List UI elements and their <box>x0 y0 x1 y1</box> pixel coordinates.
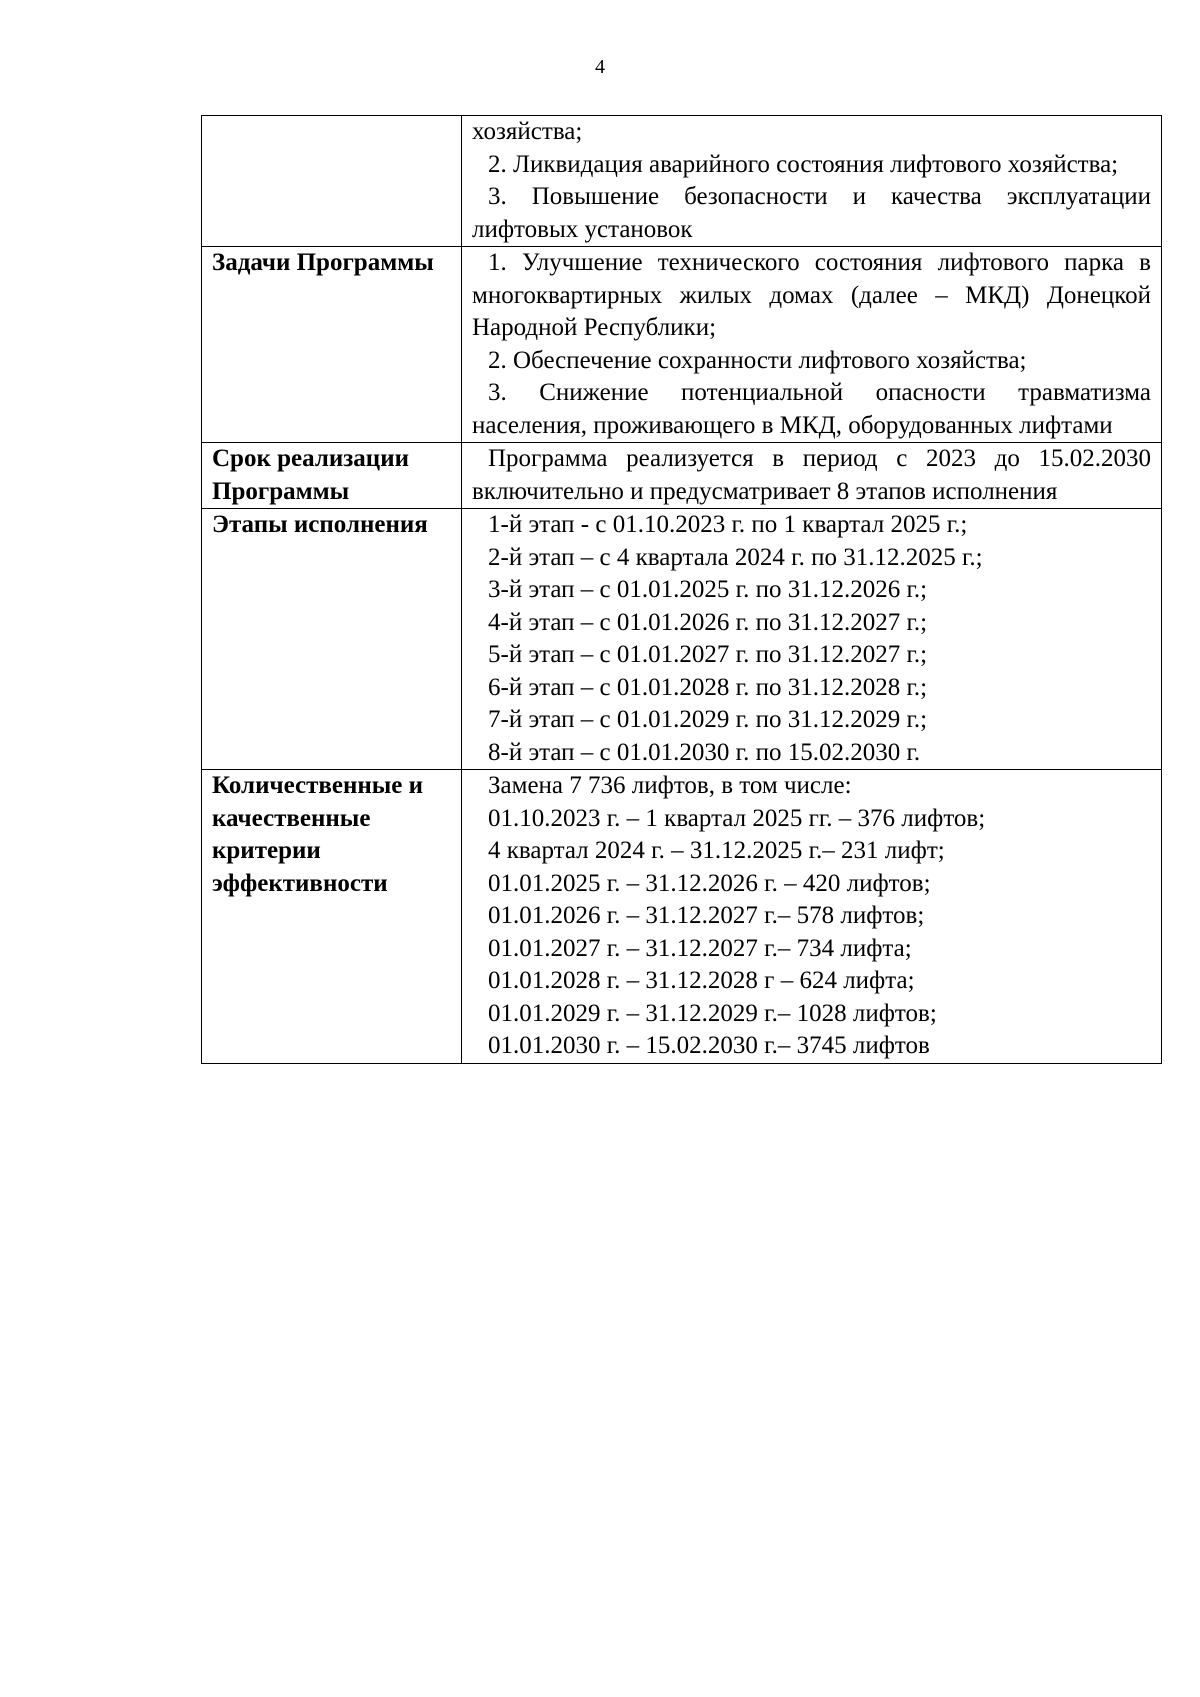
stage-line: 1-й этап - с 01.10.2023 г. по 1 квартал 2025 г.; <box>488 511 968 538</box>
row-label-criteria: Количественные и качественные критерии эффективности <box>202 770 462 1064</box>
program-passport-table <box>201 115 1162 1064</box>
page-number: 4 <box>595 56 605 78</box>
tasks-content <box>462 247 1162 443</box>
goal-text-line: хозяйства; <box>472 118 583 145</box>
table-row-period <box>202 443 1162 509</box>
criteria-line: 01.01.2030 г. – 15.02.2030 г.– 3745 лифтов <box>488 1032 930 1059</box>
criteria-line: 01.01.2027 г. – 31.12.2027 г.– 734 лифта; <box>488 934 912 962</box>
row-label-tasks: Задачи Программы <box>202 247 462 443</box>
criteria-line: Замена 7 736 лифтов, в том числе: <box>488 772 852 799</box>
stage-line: 4-й этап – с 01.01.2026 г. по 31.12.2027 г.; <box>488 608 928 636</box>
criteria-line: 01.01.2025 г. – 31.12.2026 г. – 420 лифтов; <box>488 869 931 897</box>
period-text: Программа реализуется в период с 2023 до 15.02.2030 включительно и предусматривает 8 этапов исполнения <box>472 445 1151 505</box>
goals-content <box>462 116 1162 247</box>
row-label-empty <box>202 116 462 247</box>
table-row-tasks <box>202 247 1162 443</box>
stage-line: 7-й этап – с 01.01.2029 г. по 31.12.2029 г.; <box>488 706 928 733</box>
table-row-goals-continuation <box>202 116 1162 247</box>
stage-line: 3-й этап – с 01.01.2025 г. по 31.12.2026 г.; <box>488 576 928 603</box>
goal-text-line: 3. Повышение безопасности и качества эксплуатации лифтовых установок <box>472 183 1151 243</box>
task-text-line: 2. Обеспечение сохранности лифтового хозяйства; <box>488 346 1027 374</box>
criteria-line: 01.01.2029 г. – 31.12.2029 г.– 1028 лифтов; <box>488 999 937 1027</box>
criteria-line: 01.01.2026 г. – 31.12.2027 г.– 578 лифтов; <box>488 902 925 929</box>
criteria-content <box>462 770 1162 1064</box>
table-row-criteria <box>202 770 1162 1064</box>
period-content <box>462 443 1162 509</box>
stage-line: 5-й этап – с 01.01.2027 г. по 31.12.2027 г.; <box>488 641 928 668</box>
criteria-line: 01.10.2023 г. – 1 квартал 2025 гг. – 376 лифтов; <box>488 804 986 832</box>
row-label-stages: Этапы исполнения <box>202 509 462 770</box>
stage-line: 8-й этап – с 01.01.2030 г. по 15.02.2030 г. <box>488 738 921 766</box>
task-text-line: 3. Снижение потенциальной опасности травматизма населения, проживающего в МКД, оборудованных лифтами <box>472 379 1151 439</box>
criteria-line: 01.01.2028 г. – 31.12.2028 г – 624 лифта; <box>488 967 915 994</box>
table-row-stages <box>202 509 1162 770</box>
row-label-period: Срок реализации Программы <box>202 443 462 509</box>
stages-content <box>462 509 1162 770</box>
goal-text-line: 2. Ликвидация аварийного состояния лифтового хозяйства; <box>488 150 1119 178</box>
stage-line: 2-й этап – с 4 квартала 2024 г. по 31.12.2025 г.; <box>488 543 983 571</box>
stage-line: 6-й этап – с 01.01.2028 г. по 31.12.2028 г.; <box>488 673 928 701</box>
criteria-line: 4 квартал 2024 г. – 31.12.2025 г.– 231 лифт; <box>488 837 945 864</box>
task-text-line: 1. Улучшение технического состояния лифтового парка в многоквартирных жилых домах (далее – МКД) Донецкой Народной Республики; <box>472 249 1151 341</box>
